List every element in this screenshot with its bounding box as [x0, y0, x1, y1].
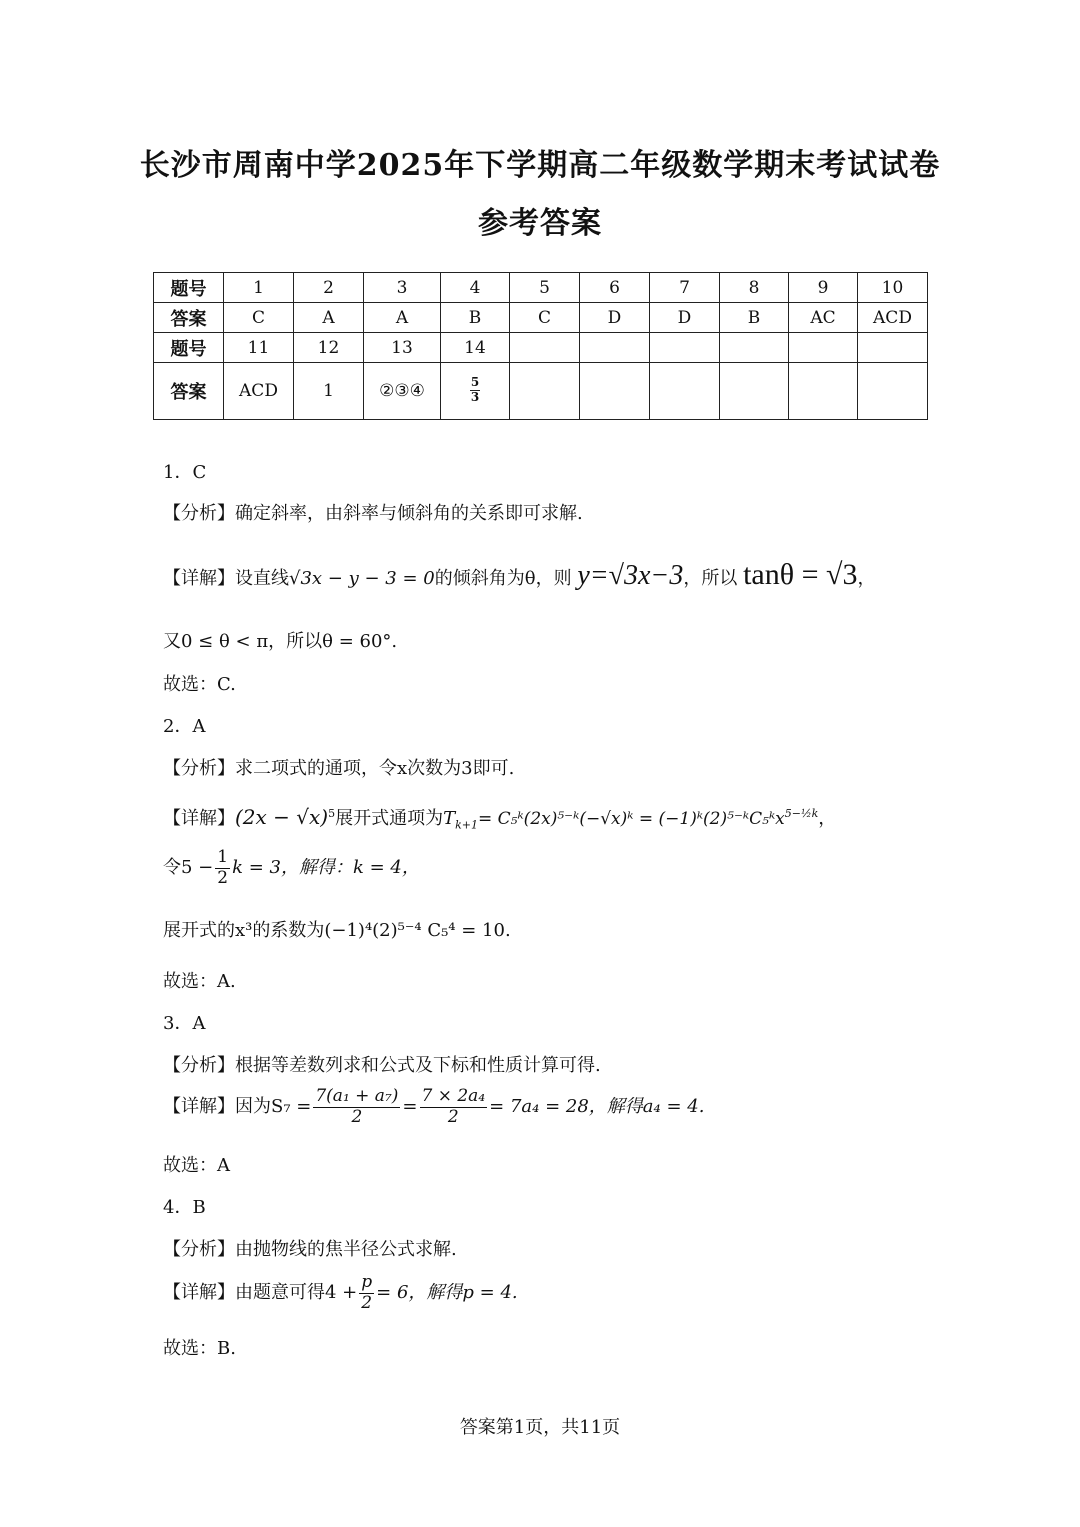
fraction-denominator: 2: [351, 1106, 363, 1127]
q1-line-equation: √3x − y − 3 = 0: [289, 568, 435, 589]
empty-cell: [789, 363, 858, 420]
q3-detail: [163, 1087, 704, 1127]
empty-cell: [580, 363, 650, 420]
q3-heading: 3．A: [163, 1013, 206, 1034]
table-row: [154, 363, 928, 420]
fraction-numerator: 7 × 2a₄: [421, 1086, 486, 1106]
fraction-denominator: 3: [470, 389, 480, 404]
answer-table: [153, 272, 928, 420]
q2-detail-text: 展开式通项为: [335, 808, 444, 829]
q3-analysis: 【分析】根据等差数列求和公式及下标和性质计算可得.: [163, 1055, 601, 1076]
empty-cell: [720, 363, 789, 420]
q2-binomial-exponent: 5: [328, 807, 336, 820]
q2-term-symbol: T: [443, 808, 456, 829]
empty-cell: [858, 363, 928, 420]
fraction-numerator: 1: [217, 847, 229, 867]
q3-choose: 故选：A: [163, 1155, 230, 1176]
q4-heading: 4．B: [163, 1197, 206, 1218]
q1-line-function: y=√3x−3: [577, 560, 684, 591]
q2-let-text: 令5 −: [163, 857, 214, 879]
q3-sum-fraction: [313, 1087, 400, 1127]
q1-choose: 故选：C.: [163, 674, 236, 695]
question-number-cell: 6: [580, 273, 650, 303]
q2-term-index: k+1: [455, 818, 479, 832]
q4-result: = 6，解得p = 4.: [376, 1282, 518, 1304]
q2-choose: 故选：A.: [163, 971, 236, 992]
answer-cell: C: [224, 303, 294, 333]
question-number-cell: 8: [720, 273, 789, 303]
q2-analysis: 【分析】求二项式的通项，令x次数为3即可.: [163, 758, 515, 779]
row-label-question: 题号: [154, 333, 224, 363]
table-row: [154, 273, 928, 303]
answer-cell: 1: [294, 363, 364, 420]
q4-p-fraction: [359, 1273, 374, 1313]
empty-cell: [720, 333, 789, 363]
fraction-numerator: 7(a₁ + a₇): [315, 1086, 399, 1106]
answer-cell: B: [441, 303, 510, 333]
question-number-cell: 3: [364, 273, 441, 303]
q2-half-fraction: [215, 848, 230, 888]
q1-analysis: 【分析】确定斜率，由斜率与倾斜角的关系即可求解.: [163, 503, 583, 524]
answer-cell: A: [294, 303, 364, 333]
fraction-denominator: 2: [447, 1106, 459, 1127]
q2-general-term: = C₅ᵏ(2x)⁵⁻ᵏ(−√x)ᵏ = (−1)ᵏ(2)⁵⁻ᵏC₅ᵏx: [478, 809, 785, 829]
q1-heading: 1．C: [163, 462, 207, 483]
question-number-cell: 12: [294, 333, 364, 363]
table-row: [154, 333, 928, 363]
answer-cell: AC: [789, 303, 858, 333]
empty-cell: [510, 363, 580, 420]
q1-tan-equation: tanθ = √3: [743, 558, 858, 591]
question-number-cell: 10: [858, 273, 928, 303]
q2-binomial: (2x − √x): [235, 805, 329, 829]
row-label-answer: 答案: [154, 303, 224, 333]
q2-general-term-exponent: 5−½k: [784, 807, 819, 820]
q1-detail-label: 【详解】设直线: [163, 568, 289, 589]
question-number-cell: 13: [364, 333, 441, 363]
q4-choose: 故选：B.: [163, 1338, 236, 1359]
question-number-cell: 14: [441, 333, 510, 363]
question-number-cell: 9: [789, 273, 858, 303]
answer-cell: C: [510, 303, 580, 333]
document-title: 长沙市周南中学2025年下学期高二年级数学期末考试试卷: [139, 148, 941, 183]
fraction-numerator: p: [361, 1272, 373, 1292]
row-label-question: 题号: [154, 273, 224, 303]
fraction-numerator: 5: [470, 375, 480, 390]
q3-middle-fraction: [420, 1087, 488, 1127]
fraction-denominator: 2: [361, 1292, 373, 1313]
q1-detail: [163, 558, 875, 592]
document-subtitle: 参考答案: [478, 206, 602, 241]
q3-detail-label: 【详解】因为S₇ =: [163, 1096, 312, 1118]
empty-cell: [650, 333, 720, 363]
q3-result: = 7a₄ = 28，解得a₄ = 4.: [489, 1096, 705, 1118]
page-footer: 答案第1页，共11页: [459, 1417, 621, 1438]
q2-detail-end: ，: [818, 808, 837, 829]
empty-cell: [580, 333, 650, 363]
q4-detail-label: 【详解】由题意可得4 +: [163, 1282, 358, 1304]
question-number-cell: 11: [224, 333, 294, 363]
fraction-denominator: 2: [217, 867, 229, 888]
question-number-cell: 2: [294, 273, 364, 303]
answer-cell: ②③④: [364, 363, 441, 420]
q3-equals: =: [402, 1096, 418, 1118]
q1-detail-text: 的倾斜角为θ，则: [434, 568, 572, 589]
q2-heading: 2．A: [163, 716, 206, 737]
q2-detail-label: 【详解】: [163, 808, 235, 829]
question-number-cell: 5: [510, 273, 580, 303]
answer-cell: D: [650, 303, 720, 333]
q2-coefficient: 展开式的x³的系数为(−1)⁴(2)⁵⁻⁴ C₅⁴ = 10.: [163, 920, 511, 941]
question-number-cell: 4: [441, 273, 510, 303]
question-number-cell: 1: [224, 273, 294, 303]
empty-cell: [789, 333, 858, 363]
q4-analysis: 【分析】由抛物线的焦半径公式求解.: [163, 1239, 457, 1260]
q1-angle-range: 又0 ≤ θ < π，所以θ = 60°.: [163, 631, 398, 652]
empty-cell: [510, 333, 580, 363]
q1-detail-text2: ，所以: [683, 568, 738, 589]
answer-cell: ACD: [224, 363, 294, 420]
q2-let-result: k = 3，解得：k = 4，: [232, 857, 420, 879]
question-number-cell: 7: [650, 273, 720, 303]
row-label-answer: 答案: [154, 363, 224, 420]
answer-cell: D: [580, 303, 650, 333]
table-row: [154, 303, 928, 333]
q1-detail-text3: ，: [857, 568, 876, 589]
q2-let: [163, 848, 420, 888]
empty-cell: [858, 333, 928, 363]
answer-cell: B: [720, 303, 789, 333]
answer-cell: ACD: [858, 303, 928, 333]
empty-cell: [650, 363, 720, 420]
fraction-answer: [470, 376, 480, 403]
q2-detail: [163, 804, 836, 832]
answer-cell: [441, 363, 510, 420]
answer-cell: A: [364, 303, 441, 333]
q4-detail: [163, 1273, 518, 1313]
